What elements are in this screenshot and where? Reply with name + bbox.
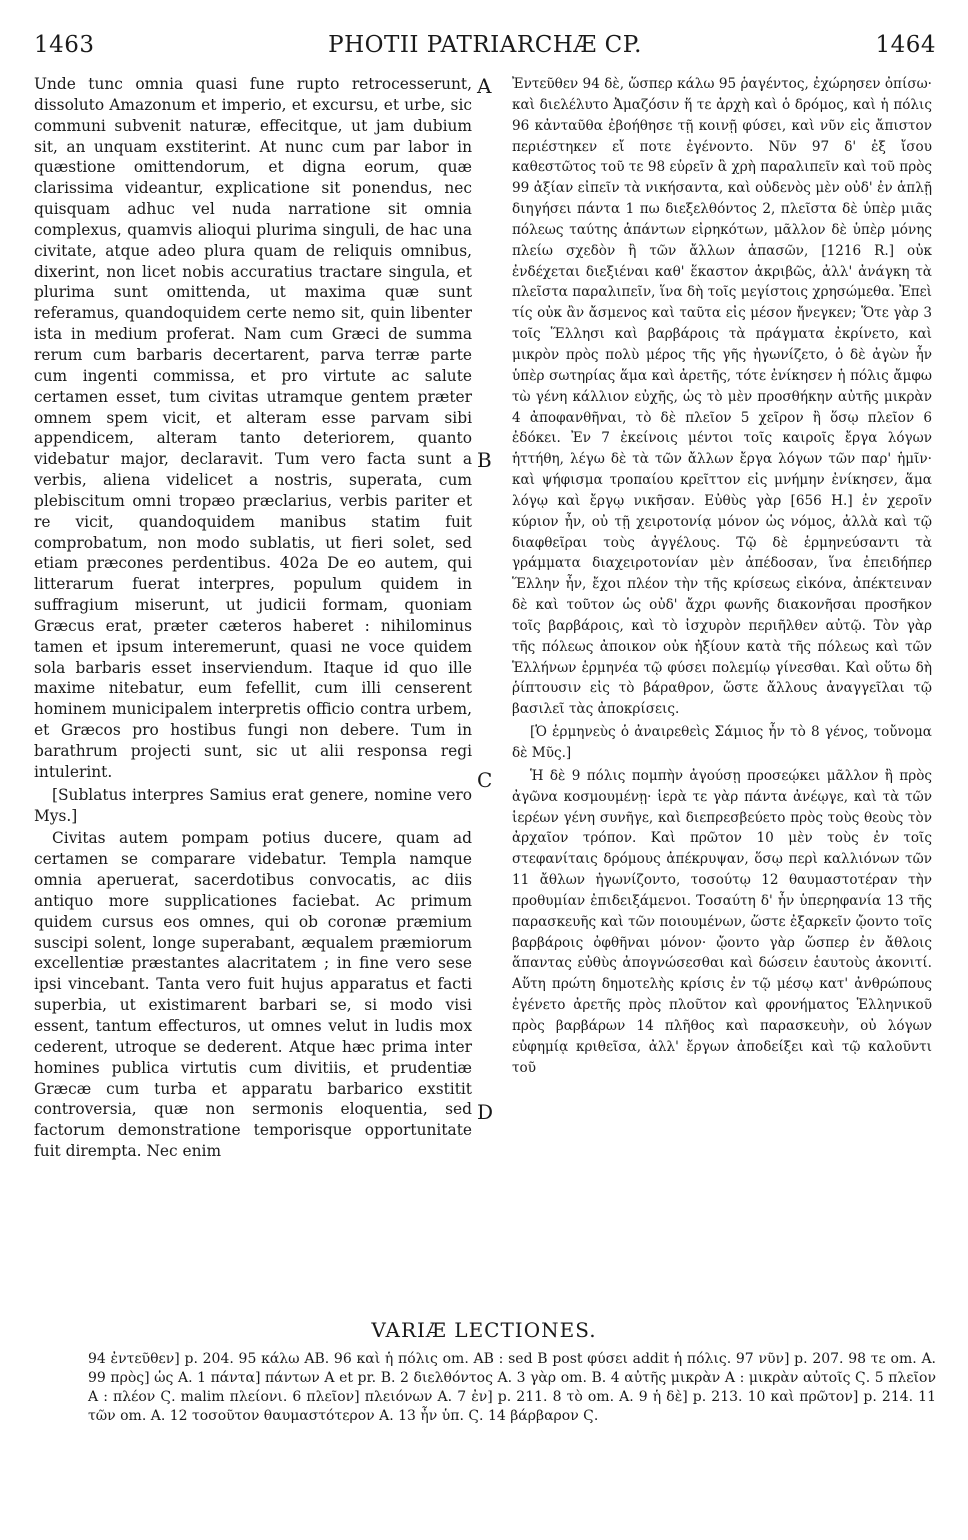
greek-column [512, 74, 932, 1244]
latin-paragraph-3: Civitas autem pompam potius ducere, quam ad certamen se comparare videbatur. Templa namque omnia aperuerat, sacerdotibus convocatis, ac diis antiquo more supplicationes faciebat. Ac primum quidem cursus eos omnes, qui ob coronæ præmium suscipi solent, longe superabant, æqualem præmiorum excellentiæ præstantes alacritatem ; in fine vero sese ipsi vincebant. Tanta vero fuit hujus apparatus et facti superbia, ut existimarent barbari se, si modo visi essent, tantum effecturos, ut omnes velut in ludis mox cederent, utroque se dederent. Atque hæc prima inter homines publica virtutis cum divitiis, et prudentiæ Græcæ cum turba et apparatu barbarico exstitit controversia, quæ non sermonis eloquentia, sed factorum demonstratione temporisque opportunitate fuit dirempta. Nec enim [34, 829, 472, 1161]
greek-paragraph-1: Ἐντεῦθεν 94 δὲ, ὥσπερ κάλω 95 ῥαγέντος, ἐχώρησεν ὀπίσω· καὶ διελέλυτο Ἀμαζόσιν ἥ τε ἀρχὴ καὶ ὁ δρόμος, καὶ ἡ πόλις 96 κἀνταῦθα ἐβοήθησε τῇ κοινῇ φύσει, καὶ νῦν εἰς ἄπιστον περιέστηκεν εἴ ποτε ἐγένοντο. Νῦν 97 δ' ἐξ ἴσου καθεστῶτος τοῦ τε 98 εὑρεῖν ἃ χρὴ παραλιπεῖν καὶ τοῦ πρὸς 99 ἀξίαν εἰπεῖν τὰ νικήσαντα, καὶ οὐδενὸς μὲν οὐδ' ἐν ἁπλῇ διηγήσει πάντα 1 πω διεξελθόντος 2, πλεῖστα δὲ ὑπὲρ μιᾶς πόλεως ταύτης ἁπάντων εἰρηκότων, μᾶλλον δὲ ὑπὲρ μόνης πλείω σχεδὸν ἢ τῶν ἄλλων ἁπασῶν, [1216 R.] οὐκ ἐνδέχεται διεξιέναι καθ' ἕκαστον ἀκριβῶς, ἀλλ' ἀνάγκη τὰ πλεῖστα παραλιπεῖν, ἵνα δὴ τοῖς μεγίστοις χρησώμεθα. Ἐπεὶ τίς οὐκ ἂν ἄσμενος καὶ ταῦτα εἰς μέσον ἤνεγκεν; Ὅτε γὰρ 3 τοῖς Ἕλλησι καὶ βαρβάροις τὰ πράγματα ἐκρίνετο, καὶ μικρὸν πρὸς πολὺ μέρος τῆς γῆς ἠγωνίζετο, ὁ δὲ ἀγὼν ἦν ὑπὲρ σωτηρίας ἅμα καὶ ἀρετῆς, τότε ἐνίκησεν ἡ πόλις ἄμφω τὼ γένη κάλλιον εὐχῆς, ὡς τὸ μὲν προσθήκην αὐτῆς μικρὰν 4 ἀποφανθῆναι, τὸ δὲ πλεῖον 5 χεῖρον ἢ ὅσῳ πλεῖον 6 ἐδόκει. Ἐν 7 ἐκείνοις μέντοι τοῖς καιροῖς ἔργα λόγων ἡττήθη, λέγω δὲ τὰ τῶν ἄλλων ἔργα λόγων τῶν παρ' ἡμῖν· καὶ ψήφισμα τροπαίου κρεῖττον εἰς μνήμην ἐνίκησεν, ἅμα λόγῳ καὶ ἔργῳ νικῆσαν. Εὐθὺς γὰρ [656 H.] ἐν χεροῖν κύριον ἦν, οὐ τῇ χειροτονίᾳ μόνον ὡς νόμος, ἀλλὰ καὶ τῷ διαφθεῖραι τοὺς ἀγγέλους. Τῷ δὲ ἑρμηνεύσαντι τὰ γράμματα διαχειροτονίαν μὲν ἀπέδοσαν, ἵνα ἐπειδήπερ Ἕλλην ἦν, ἔχοι πλέον τὴν τῆς κρίσεως εἰκόνα, ἀπέκτειναν δὲ καὶ τοῦτον ὡς οὐδ' ἄχρι φωνῆς διακονῆσαι προσῆκον τοῖς βαρβάροις, καὶ τὸ ἰσχυρὸν περιῆλθεν αὐτῷ. Τὸν γὰρ τῆς πόλεως ἀποικον οὐκ ἠξίουν κατὰ τῆς πόλεως καὶ τῶν Ἑλλήνων ἑρμηνέα τῷ φύσει πολεμίῳ γίνεσθαι. Καὶ οὕτω δὴ ῥίπτουσιν εἰς τὸ βάραθρον, ὥστε ἄλλους ἀναγγεῖλαι τῷ βασιλεῖ τὰς ἀποκρίσεις. [512, 76, 932, 718]
running-header [34, 32, 936, 66]
latin-paragraph-2: [Sublatus interpres Samius erat genere, nomine vero Mys.] [34, 785, 472, 825]
variae-lectiones-notes: 94 ἐντεῦθεν] p. 204. 95 κάλω AB. 96 καὶ ἡ πόλις om. AB : sed B post φύσει addit ἡ πόλις. 97 νῦν] p. 207. 98 τε om. A. 99 πρὸς] ὡς A. 1 πάντα] πάντων A et pr. B. 2 διελθόντος A. 3 γὰρ om. B. 4 αὐτῆς μικρὰν A : μικρὰν αὐτοῖς Ϛ. 5 πλεῖον A : πλέον Ϛ. malim πλείονι. 6 πλεῖον] πλειόνων A. 7 ἐν] p. 211. 8 τὸ om. A. 9 ἡ δὲ] p. 213. 10 καὶ πρῶτον] p. 214. 11 τῶν om. A. 12 τοσοῦτον θαυμαστότερον A. 13 ἦν ὑπ. Ϛ. 14 βάρβαρον Ϛ. [88, 1351, 936, 1424]
greek-paragraph-3: Ἡ δὲ 9 πόλις πομπὴν ἀγούσῃ προσεῴκει μᾶλλον ἢ πρὸς ἀγῶνα κοσμουμένῃ· ἱερὰ τε γὰρ πάντα ἀνέῳγε, καὶ τὰ τῶν ἱερέων γένη συνῆγε, καὶ διεπρεσβεύετο πρὸς τοὺς θεοὺς τὸν ἀρχαῖον τρόπον. Καὶ πρῶτον 10 μὲν τοὺς ἐν τοῖς στεφανίταις δρόμους ἀπέκρυψαν, ὅσῳ περὶ καλλιόνων τῶν 11 ἄθλων ἠγωνίζοντο, τοσούτῳ 12 θαυμαστοτέραν τὴν προθυμίαν ἐπιδειξάμενοι. Τοσαύτη δ' ἦν ὑπερηφανία 13 τῆς παρασκευῆς καὶ τῶν ποιουμένων, ὥστε ἐξαρκεῖν ᾤοντο τοῖς βαρβάροις ὀφθῆναι μόνον· ᾤοντο γὰρ ὥσπερ ἐν ἄθλοις ἅπαντας εὐθὺς ἀπογνώσεσθαι καὶ δώσειν ἑαυτοὺς ἀκονιτί. Αὕτη πρώτη δημοτελὴς κρίσις ἐν τῷ μέσῳ κατ' ἀνθρώπους ἐγένετο ἀρετῆς πρὸς πλοῦτον καὶ φρονήματος Ἑλληνικοῦ πρὸς βαρβάρων 14 πλῆθος καὶ παρασκευὴν, οὐ λόγων εὐφημίᾳ κριθεῖσα, ἀλλ' ἔργων ἀποδείξει καὶ τῷ καλοῦντι τοῦ [512, 767, 932, 1076]
variae-lectiones-heading: VARIÆ LECTIONES. [371, 1318, 597, 1342]
page-number-right: 1464 [875, 32, 936, 58]
greek-paragraph-2: [Ὁ ἑρμηνεὺς ὁ ἀναιρεθεὶς Σάμιος ἦν τὸ 8 γένος, τοὔνομα δὲ Μῦς.] [512, 724, 932, 761]
latin-column [34, 74, 472, 1244]
margin-letter-b: B [477, 448, 492, 472]
running-title: PHOTII PATRIARCHÆ CP. [328, 32, 642, 58]
margin-letter-a: A [477, 74, 492, 98]
latin-paragraph-1: Unde tunc omnia quasi fune rupto retrocesserunt, dissoluto Amazonum et imperio, et excursu, et urbe, sic communi subvenit naturæ, effecitque, ut jam dubium sit, an unquam exstiterint. At nunc cum par labor in quæstione omittendorum, et digna eorum, quæ clarissima videantur, explicatione sit ponendus, nec quisquam adhuc vel nuda narratione sit omnia complexus, quamvis alioqui plurima singuli, de hac una civitate, atque adeo plura quam de reliquis omnibus, dixerint, non licet nobis accuratius tractare singula, et plurima sunt omittenda, ut maxima quæ sunt referamus, quandoquidem certe nemo sit, quin libenter ista in medium proferat. Nam cum Græci de summa rerum cum barbaris decertarent, parva terræ parte cum ingenti commissa, et pro virtute ac salute certamen esset, tum civitas utramque gentem præter omnem spem vicit, et alteram esse parvam sibi appendicem, alteram tanto deteriorem, quanto videbatur major, declaravit. Tum vero facta sunt a verbis, aliena videlicet a nostris, superata, cum plebiscitum omni tropæo præclarius, verbis pariter et re vicit, quandoquidem manibus statim fuit comprobatum, non modo sublatis, ut fieri solet, sed etiam præcones perdentibus. 402a De eo autem, qui litterarum fuerat interpres, populum quidem in suffragium miserunt, ut judicii formam, quoniam Græcus erat, præter cæteros haberet : nihilominus tamen et ipsum interemerunt, quasi ne voce quidem sola barbaris esset inserviendum. Itaque id quo ille maxime nitebatur, eum fefellit, cum illi censerent hominem municipalem interpretis officio contra urbem, et Græcos pro hostibus fungi non debere. Tum in barathrum projecti sunt, sic ut alii responsa regi intulerint. [34, 75, 472, 781]
page-number-left: 1463 [34, 32, 95, 58]
margin-letter-c: C [477, 768, 493, 792]
margin-letter-d: D [477, 1100, 494, 1124]
